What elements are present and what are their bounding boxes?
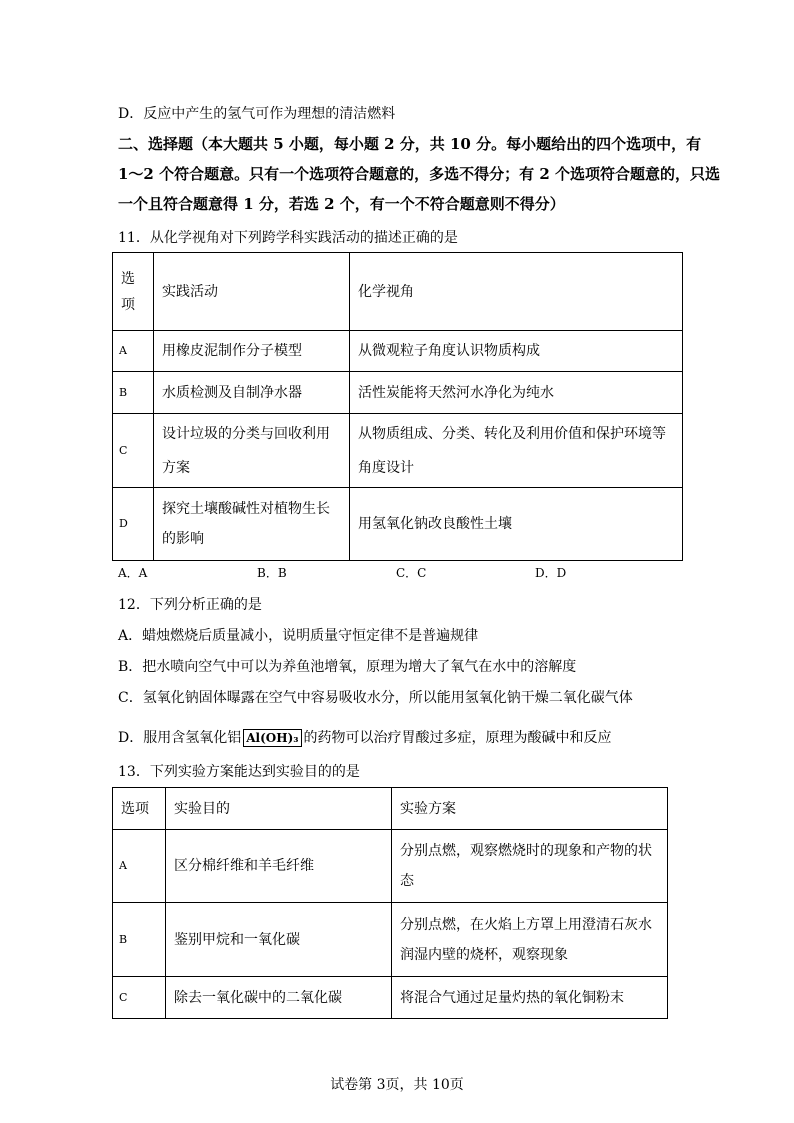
table-row: C 设计垃圾的分类与回收利用 方案 从物质组成、分类、转化及利用价值和保护环境等 角度设计 [113,414,683,488]
section2-heading-line2: 1～2 个符合题意。只有一个选项符合题意的，多选不得分；有 2 个选项符合题意的，只选 [118,165,720,183]
q12-stem: 12．下列分析正确的是 [118,597,262,613]
table-row: D 探究土壤酸碱性对植物生长 的影响 用氢氧化钠改良酸性土壤 [113,488,683,561]
table-row: A 区分棉纤维和羊毛纤维 分别点燃，观察燃烧时的现象和产物的状 态 [113,830,668,903]
q12-option-a: A．蜡烛燃烧后质量减小，说明质量守恒定律不是普遍规律 [118,628,479,644]
q12-option-d: D．服用含氢氧化铝 Al(OH)₃ 的药物可以治疗胃酸过多症，原理为酸碱中和反应 [118,730,612,746]
section2-heading-line1: 二、选择题（本大题共 5 小题，每小题 2 分，共 10 分。每小题给出的四个选项中，有 [118,135,702,153]
option-a: A．A [118,566,148,580]
table-row: B 水质检测及自制净水器 活性炭能将天然河水净化为纯水 [113,372,683,414]
table-row [113,788,668,830]
header-cell: 选项 [113,788,166,830]
q12-option-b: B．把水喷向空气中可以为养鱼池增氧，原理为增大了氧气在水中的溶解度 [118,659,577,675]
q13-stem: 13．下列实验方案能达到实验目的的是 [118,764,360,780]
table-row: B 鉴别甲烷和一氧化碳 分别点燃，在火焰上方罩上用澄清石灰水 润湿内壁的烧杯，观察现象 [113,903,668,977]
header-cell: 化学视角 [350,253,683,331]
page-footer: 试卷第 3页，共 10页 [330,1077,464,1093]
table-row: C 除去一氧化碳中的二氧化碳 将混合气通过足量灼热的氧化铜粉末 [113,977,668,1019]
section2-heading-line3: 一个且符合题意得 1 分，若选 2 个，有一个不符合题意则不得分） [118,195,565,213]
q10-option-d: D．反应中产生的氢气可作为理想的清洁燃料 [118,106,396,122]
formula-aloh3: Al(OH)₃ [243,729,301,747]
header-cell: 实验方案 [392,788,668,830]
q13-table [112,787,668,1019]
option-d: D．D [535,566,567,580]
q11-table [112,252,683,561]
table-row: A 用橡皮泥制作分子模型 从微观粒子角度认识物质构成 [113,331,683,372]
header-cell: 选 项 [113,253,154,331]
option-c: C．C [396,566,427,580]
q12-option-c: C．氢氧化钠固体曝露在空气中容易吸收水分，所以能用氢氧化钠干燥二氧化碳气体 [118,690,633,706]
q11-stem: 11．从化学视角对下列跨学科实践活动的描述正确的是 [118,230,458,246]
header-cell: 实验目的 [166,788,392,830]
header-cell: 实践活动 [154,253,350,331]
option-b: B．B [257,566,287,580]
table-row [113,253,683,331]
